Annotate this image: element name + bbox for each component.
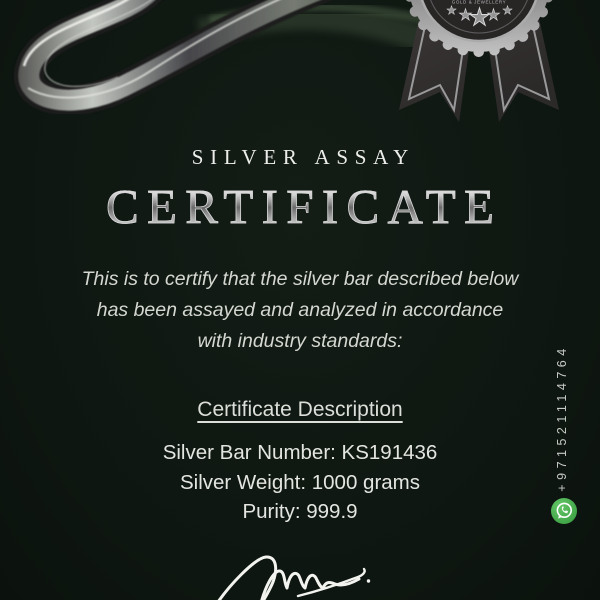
certificate-subtitle: SILVER ASSAY [191,145,415,169]
award-ribbon-badge [380,0,600,140]
detail-silver-bar-number: Silver Bar Number: KS191436 [162,441,438,464]
badge-label: GOLD & JEWELLERY [451,0,507,5]
silver-swirl-decoration [0,0,440,140]
intro-line-1: This is to certify that the silver bar described below [81,268,519,290]
detail-purity: Purity: 999.9 [242,500,358,523]
description-heading: Certificate Description [197,398,403,421]
intro-line-3: with industry standards: [197,330,403,352]
intro-text [0,264,600,357]
signature [195,546,390,600]
phone-number: +971521114764 [555,344,569,492]
certificate-details [0,438,600,527]
whatsapp-icon[interactable] [550,497,578,525]
certificate-title: CERTIFICATE [0,181,600,232]
intro-line-2: has been assayed and analyzed in accordance [96,299,504,321]
detail-silver-weight: Silver Weight: 1000 grams [179,470,421,494]
